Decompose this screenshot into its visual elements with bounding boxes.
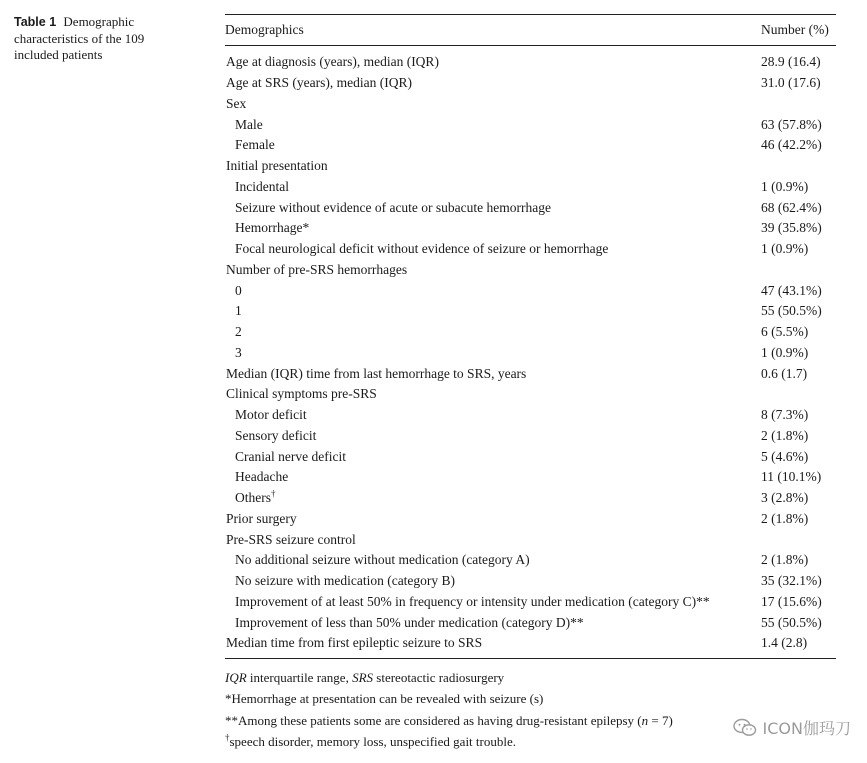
row-label [225, 158, 328, 174]
table-row [225, 405, 836, 426]
row-value: 39 (35.8%) [761, 220, 822, 236]
row-label-text: Female [235, 137, 275, 153]
row-value: 2 (1.8%) [761, 427, 809, 443]
table-row [225, 114, 836, 135]
table-row [225, 301, 836, 322]
row-label [225, 635, 482, 651]
table-row [225, 612, 836, 633]
row-label [225, 532, 356, 548]
header-demographics: Demographics [225, 22, 304, 37]
row-value: 11 (10.1%) [761, 469, 822, 485]
row-label [225, 469, 288, 485]
table-row [225, 633, 836, 654]
row-label-text: Male [235, 116, 263, 132]
row-label-text: Initial presentation [226, 158, 328, 174]
table-body [225, 46, 836, 658]
note-n-italic: n [641, 712, 649, 728]
note-others-text: speech disorder, memory loss, unspecified gait trouble. [229, 734, 516, 750]
row-label-text: Sex [226, 95, 247, 111]
table-caption-text: Demographic characteristics of the 109 included patients [14, 14, 145, 62]
row-label [225, 428, 316, 444]
demographics-table [225, 14, 836, 753]
note-srs-abbr: SRS [352, 669, 374, 685]
table-row [225, 550, 836, 571]
row-label [225, 615, 584, 631]
table-row [225, 322, 836, 343]
row-label [225, 137, 275, 153]
table-row [225, 280, 836, 301]
wechat-icon [733, 718, 757, 738]
row-label [225, 117, 263, 133]
table-row [225, 197, 836, 218]
row-label [225, 303, 242, 319]
row-label-text: Incidental [235, 178, 289, 194]
row-value: 1 (0.9%) [761, 178, 809, 194]
row-label [225, 594, 710, 610]
row-value: 35 (32.1%) [761, 573, 822, 589]
row-value: 8 (7.3%) [761, 407, 809, 423]
row-value: 63 (57.8%) [761, 116, 822, 132]
row-value: 55 (50.5%) [761, 614, 822, 630]
row-label-text: Improvement of less than 50% under medication (category D)** [235, 614, 584, 630]
row-label-text: Motor deficit [235, 407, 307, 423]
row-value: 55 (50.5%) [761, 303, 822, 319]
row-label-text: Headache [235, 469, 289, 485]
row-value: 2 (1.8%) [761, 552, 809, 568]
row-label-text: Seizure without evidence of acute or subacute hemorrhage [235, 199, 551, 215]
table-row [225, 177, 836, 198]
table-row [225, 592, 836, 613]
row-label-text: Clinical symptoms pre-SRS [226, 386, 377, 402]
note-iqr-text: interquartile range, [246, 669, 353, 685]
row-label [225, 241, 608, 257]
note-srs-text: stereotactic radiosurgery [373, 669, 505, 685]
row-value: 5 (4.6%) [761, 448, 809, 464]
table-row [225, 94, 836, 115]
row-label [225, 407, 307, 423]
table-row [225, 529, 836, 550]
table-header [225, 15, 836, 45]
row-label [225, 366, 526, 382]
row-label [225, 75, 412, 91]
row-label-text: 2 [235, 324, 242, 340]
row-value: 3 (2.8%) [761, 490, 809, 506]
row-label-text: Median (IQR) time from last hemorrhage to SRS, years [226, 365, 527, 381]
row-value: 68 (62.4%) [761, 199, 822, 215]
table-row [225, 73, 836, 94]
row-value: 17 (15.6%) [761, 593, 822, 609]
row-value: 28.9 (16.4) [761, 54, 821, 70]
table-row [225, 571, 836, 592]
table-row [225, 426, 836, 447]
row-label-text: Median time from first epileptic seizure to SRS [226, 635, 483, 651]
table-row [225, 343, 836, 364]
row-label-text: Age at diagnosis (years), median (IQR) [226, 54, 439, 70]
row-label [225, 54, 439, 70]
row-label [225, 386, 377, 402]
row-label-text: 1 [235, 303, 242, 319]
row-label-text: Improvement of at least 50% in frequency or intensity under medication (category C)** [235, 593, 710, 609]
row-label-text: Number of pre-SRS hemorrhages [226, 261, 408, 277]
row-label [225, 96, 246, 112]
watermark [733, 716, 851, 739]
row-label [225, 283, 242, 299]
table-row [225, 260, 836, 281]
row-label [225, 490, 276, 506]
row-label-sup: † [271, 488, 276, 499]
row-label-text: Others [235, 490, 271, 506]
row-label-text: 0 [235, 282, 242, 298]
table-row [225, 218, 836, 239]
note-drug-resistant-text: **Among these patients some are considered as having drug-resistant epilepsy ( [225, 712, 642, 728]
row-label [225, 511, 297, 527]
row-label-text: Prior surgery [226, 510, 297, 526]
table-row [225, 363, 836, 384]
table-row [225, 446, 836, 467]
row-label [225, 179, 289, 195]
row-label-text: Sensory deficit [235, 427, 317, 443]
row-label [225, 324, 242, 340]
row-label-text: Cranial nerve deficit [235, 448, 346, 464]
note-dagger: † [225, 732, 230, 743]
table-row [225, 384, 836, 405]
table-row [225, 509, 836, 530]
row-label-text: Age at SRS (years), median (IQR) [226, 75, 412, 91]
row-label [225, 552, 530, 568]
row-value: 47 (43.1%) [761, 282, 822, 298]
row-label-text: No additional seizure without medication (category A) [235, 552, 530, 568]
row-label-text: Focal neurological deficit without evidence of seizure or hemorrhage [235, 241, 609, 257]
table-row [225, 135, 836, 156]
row-label [225, 200, 551, 216]
row-label-text: Hemorrhage* [235, 220, 310, 236]
row-value: 2 (1.8%) [761, 510, 809, 526]
table-row [225, 239, 836, 260]
row-value: 0.6 (1.7) [761, 365, 808, 381]
row-value: 31.0 (17.6) [761, 75, 821, 91]
note-drug-resistant-end: = 7) [648, 712, 673, 728]
row-value: 1 (0.9%) [761, 344, 809, 360]
row-label [225, 573, 455, 589]
table-row [225, 467, 836, 488]
note-hemorrhage: *Hemorrhage at presentation can be revealed with seizure (s) [225, 691, 544, 707]
row-label-text: No seizure with medication (category B) [235, 573, 456, 589]
table-caption [14, 14, 184, 64]
note-abbreviations [225, 667, 836, 689]
row-label [225, 345, 242, 361]
row-value: 6 (5.5%) [761, 324, 809, 340]
table-row [225, 156, 836, 177]
row-value: 1 (0.9%) [761, 241, 809, 257]
header-number: Number (%) [761, 22, 829, 37]
row-label [225, 220, 309, 236]
table-caption-label: Table 1 [14, 15, 57, 29]
table-row [225, 52, 836, 73]
row-label-text: Pre-SRS seizure control [226, 531, 356, 547]
note-iqr-abbr: IQR [225, 669, 247, 685]
row-label-text: 3 [235, 344, 242, 360]
row-label [225, 449, 346, 465]
watermark-text: ICON伽玛刀 [762, 719, 851, 738]
row-value: 1.4 (2.8) [761, 635, 808, 651]
table-row [225, 488, 836, 509]
row-label [225, 262, 407, 278]
row-value: 46 (42.2%) [761, 137, 822, 153]
